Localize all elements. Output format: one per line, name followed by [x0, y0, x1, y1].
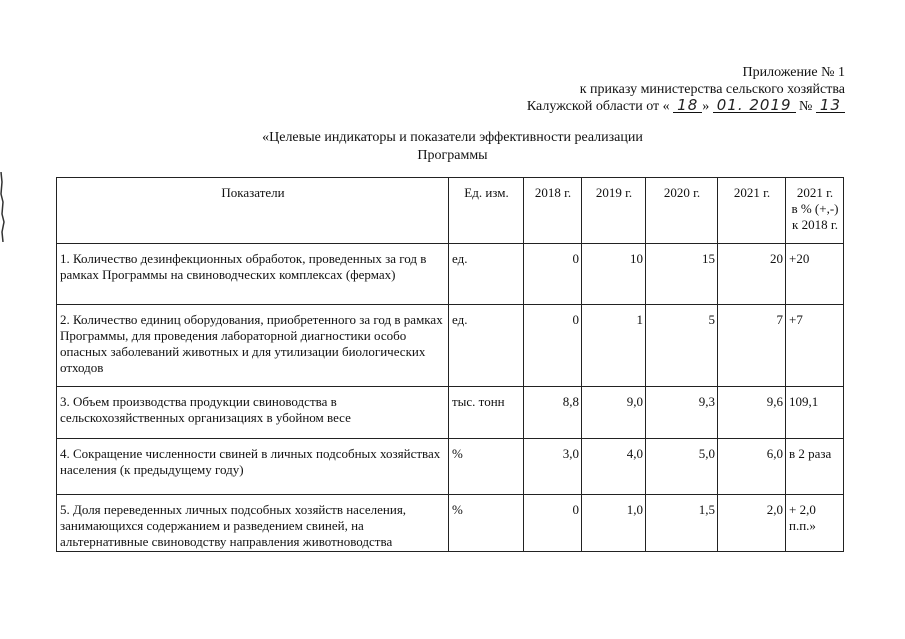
- row-change: +20: [786, 244, 844, 305]
- row-change: + 2,0 п.п.»: [786, 495, 844, 552]
- document-title-line2: Программы: [417, 148, 488, 163]
- row-value-2020: 5,0: [646, 439, 718, 495]
- row-change: 109,1: [786, 387, 844, 439]
- row-unit: ед.: [449, 244, 524, 305]
- appendix-header: [527, 64, 845, 115]
- row-value-2018: 0: [524, 244, 582, 305]
- row-change: в 2 раза: [786, 439, 844, 495]
- row-value-2021: 7: [718, 305, 786, 387]
- row-unit: %: [449, 439, 524, 495]
- table-row: [57, 305, 844, 387]
- header-2021: 2021 г.: [718, 178, 786, 244]
- row-unit: %: [449, 495, 524, 552]
- row-indicator: 3. Объем производства продукции свиноводства в сельскохозяйственных организациях в убойном весе: [57, 387, 449, 439]
- document-title-line1: «Целевые индикаторы и показатели эффективности реализации: [262, 130, 643, 145]
- row-value-2021: 6,0: [718, 439, 786, 495]
- row-value-2018: 8,8: [524, 387, 582, 439]
- row-value-2019: 1: [582, 305, 646, 387]
- header-change-line3: к 2018 г.: [792, 217, 838, 232]
- table-row: [57, 495, 844, 552]
- row-value-2021: 9,6: [718, 387, 786, 439]
- order-number-label: №: [799, 99, 813, 114]
- header-2020: 2020 г.: [646, 178, 718, 244]
- row-indicator: 5. Доля переведенных личных подсобных хозяйств населения, занимающихся содержанием и разведением свиней, на альтернативные свиноводству направления животноводства: [57, 495, 449, 552]
- appendix-order-reference: к приказу министерства сельского хозяйства: [579, 82, 845, 97]
- header-unit: Ед. изм.: [449, 178, 524, 244]
- header-indicator: Показатели: [57, 178, 449, 244]
- handwritten-month-year: 01. 2019: [713, 98, 796, 113]
- appendix-number: Приложение № 1: [742, 65, 845, 80]
- header-2019: 2019 г.: [582, 178, 646, 244]
- scan-edge-mark: [0, 172, 5, 242]
- table-row: [57, 387, 844, 439]
- row-indicator: 1. Количество дезинфекционных обработок, проведенных за год в рамках Программы на свиноводческих комплексах (фермах): [57, 244, 449, 305]
- date-quote-close: »: [702, 99, 710, 114]
- header-2018: 2018 г.: [524, 178, 582, 244]
- row-change: +7: [786, 305, 844, 387]
- table-row: [57, 439, 844, 495]
- indicators-table: [56, 177, 844, 552]
- table-header-row: [57, 178, 844, 244]
- row-value-2018: 0: [524, 305, 582, 387]
- handwritten-order-number: 13: [816, 98, 845, 113]
- handwritten-day: 18: [673, 98, 702, 113]
- header-change-line1: 2021 г.: [796, 185, 834, 200]
- header-change-line2: в % (+,-): [791, 201, 839, 216]
- row-value-2019: 9,0: [582, 387, 646, 439]
- row-value-2021: 20: [718, 244, 786, 305]
- row-value-2018: 3,0: [524, 439, 582, 495]
- table-row: [57, 244, 844, 305]
- row-indicator: 4. Сокращение численности свиней в личных подсобных хозяйствах населения (к предыдущему году): [57, 439, 449, 495]
- row-value-2019: 10: [582, 244, 646, 305]
- row-value-2019: 1,0: [582, 495, 646, 552]
- row-value-2020: 15: [646, 244, 718, 305]
- appendix-region-prefix: Калужской области от «: [526, 99, 670, 114]
- row-indicator: 2. Количество единиц оборудования, приобретенного за год в рамках Программы, для проведения лабораторной диагностики особо опасных заболеваний животных и для утилизации биологических отходов: [57, 305, 449, 387]
- appendix-date-line: [527, 98, 845, 115]
- row-value-2020: 9,3: [646, 387, 718, 439]
- row-value-2018: 0: [524, 495, 582, 552]
- row-value-2021: 2,0: [718, 495, 786, 552]
- row-unit: тыс. тонн: [449, 387, 524, 439]
- row-value-2019: 4,0: [582, 439, 646, 495]
- row-unit: ед.: [449, 305, 524, 387]
- row-value-2020: 5: [646, 305, 718, 387]
- row-value-2020: 1,5: [646, 495, 718, 552]
- document-title: [0, 129, 905, 165]
- header-change-vs-2018: [786, 178, 844, 244]
